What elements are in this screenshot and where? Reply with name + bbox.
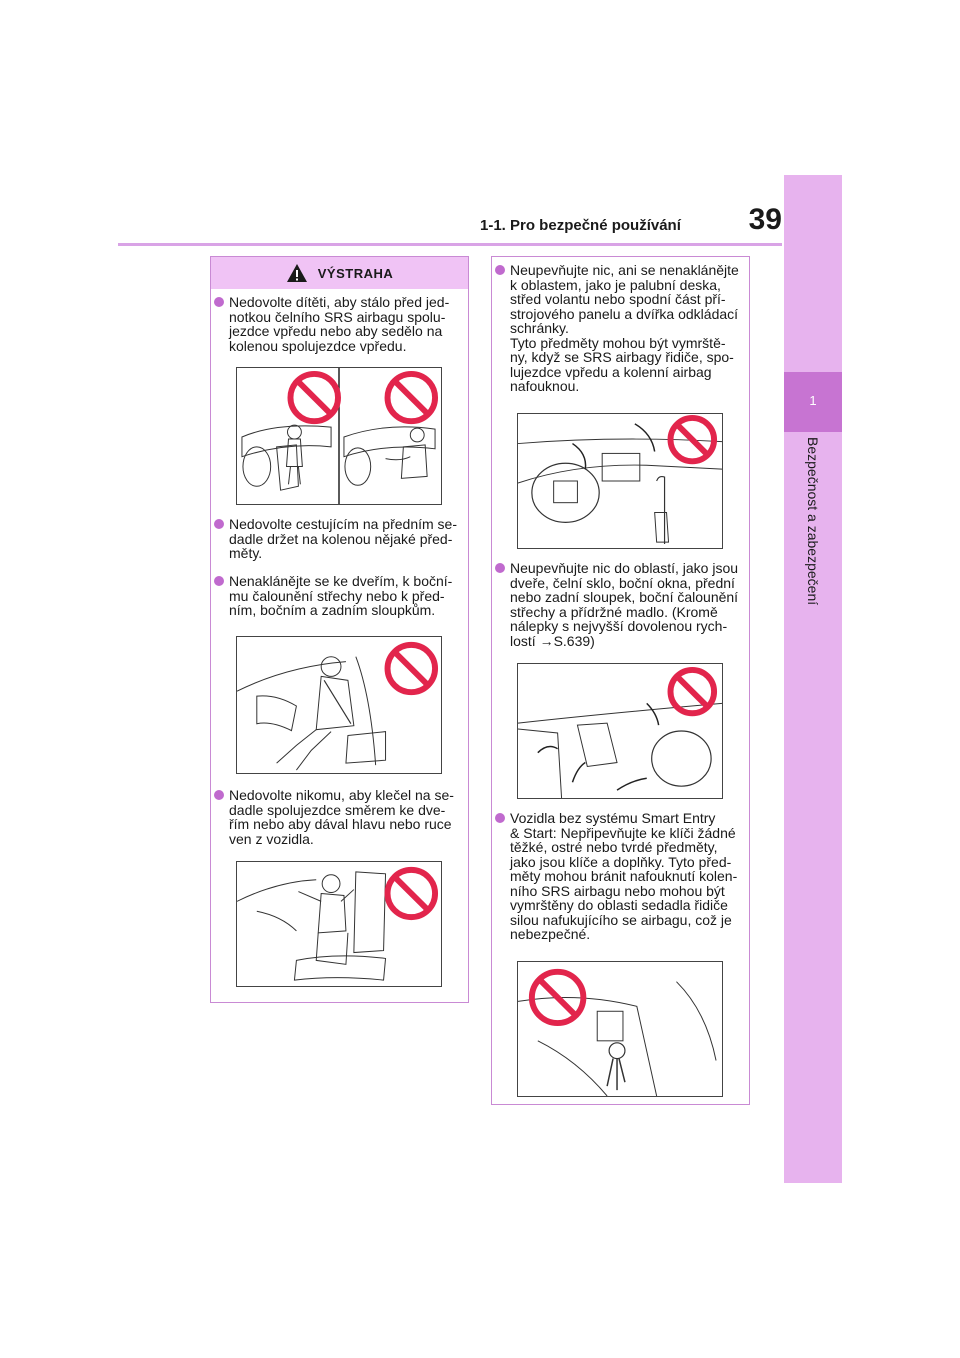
bullet-dot-icon (214, 519, 224, 529)
header-rule (118, 243, 782, 246)
bullet-dot-icon (495, 813, 505, 823)
bullet-dot-icon (495, 563, 505, 573)
list-item (214, 574, 466, 618)
list-item-text: Vozidla bez systému Smart Entry & Start: Nepřipevňujte ke klíči žádné těžké, ostré nebo tvrdé předměty, jako jsou klíče a doplňky. Tyto před- měty mohou bránit nafouknutí kolen- ního SRS airbagu nebo mohou být vymrštěny do oblasti sedadla řidiče silou nafukujícího se airbagu, což je nebezpečné. (510, 810, 738, 942)
list-item-text: Nedovolte dítěti, aby stálo před jed- notkou čelního SRS airbagu spolu- jezdce vpředu nebo aby sedělo na kolenou spolujezdce vpředu. (229, 294, 450, 354)
prohibition-sign-icon (388, 645, 436, 692)
bullet-dot-icon (214, 297, 224, 307)
list-item (495, 561, 747, 648)
list-item (214, 788, 466, 846)
prohibition-sign-icon (671, 670, 715, 713)
list-item (495, 263, 747, 394)
warning-triangle-icon (286, 263, 308, 283)
bullet-dot-icon (214, 576, 224, 586)
prohibition-sign-icon (388, 374, 436, 421)
list-item-text: Nedovolte cestujícím na předním se- dadle držet na kolenou nějaké před- měty. (229, 516, 457, 561)
chapter-title: Bezpečnost a zabezpečení (805, 437, 821, 606)
section-title: 1-1. Pro bezpečné používání (480, 217, 681, 234)
illustration-kneeling-on-seat (236, 861, 442, 987)
list-item-text: Neupevňujte nic do oblastí, jako jsou dveře, čelní sklo, boční okna, přední nebo zadní sloupek, boční čalounění střechy a přídržné madlo. (Kromě nálepky s nejvyšší dovolenou rych- lostí →S.639) (510, 560, 739, 649)
list-item-text: Nenaklánějte se ke dveřím, k boční- mu čalounění střechy nebo k před- ním, bočním a zadním sloupkům. (229, 573, 453, 618)
list-item (214, 295, 466, 353)
illustration-heavy-key-ring (517, 961, 723, 1097)
illustration-leaning-on-door (236, 636, 442, 774)
bullet-dot-icon (214, 790, 224, 800)
prohibition-sign-icon (290, 374, 338, 421)
warning-header (211, 257, 468, 289)
bullet-dot-icon (495, 265, 505, 275)
prohibition-sign-icon (388, 870, 436, 917)
illustration-child-in-front-seat (236, 367, 442, 505)
page-number: 39 (748, 203, 782, 236)
list-item (495, 811, 747, 942)
illustration-dashboard-objects (517, 413, 723, 549)
list-item-text: Neupevňujte nic, ani se nenaklánějte k oblastem, jako je palubní deska, střed volantu nebo spodní část pří- strojového panelu a dvířka odkládací schránky. Tyto předměty mohou být vymrště- ny, když se SRS airbagy řidiče, spo- lujezdce vpředu a kolenní airbag nafouknou. (510, 262, 739, 394)
warning-label: VÝSTRAHA (317, 265, 394, 281)
list-item-text: Nedovolte nikomu, aby klečel na se- dadle spolujezdce směrem ke dve- řím nebo aby dával hlavu nebo ruce ven z vozidla. (229, 787, 454, 847)
illustration-door-pillar-objects (517, 663, 723, 799)
chapter-number: 1 (809, 393, 817, 408)
side-tab-strip (784, 175, 842, 1183)
list-item (214, 517, 466, 561)
